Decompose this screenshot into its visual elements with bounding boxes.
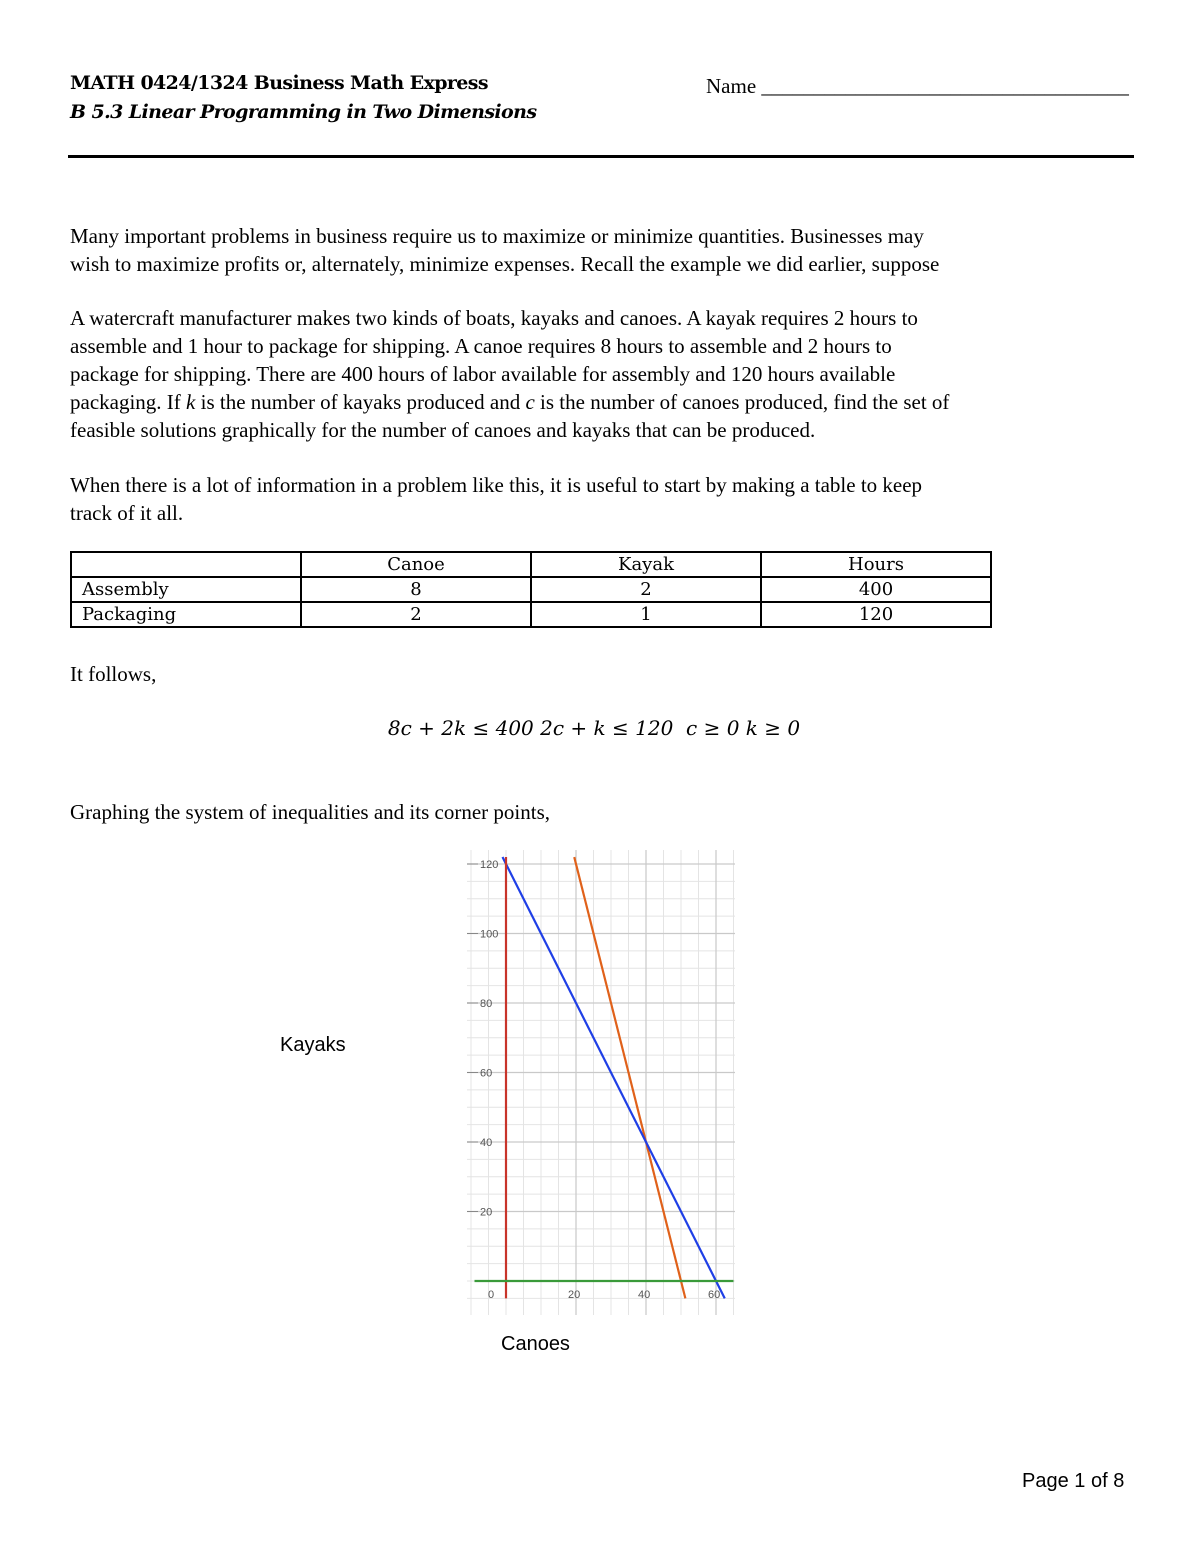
graph-intro-text: Graphing the system of inequalities and its corner points, <box>70 800 550 824</box>
table-header-cell: Canoe <box>301 552 531 577</box>
section-title: B 5.3 Linear Programming in Two Dimensions <box>70 101 537 123</box>
inequalities-equation: 8c + 2k ≤ 400 2c + k ≤ 120 c ≥ 0 k ≥ 0 <box>387 716 801 740</box>
x-axis-label: Canoes <box>501 1333 570 1355</box>
chart-grid <box>467 850 737 1315</box>
name-label: Name <box>706 74 757 98</box>
y-tick-label: 20 <box>480 1206 493 1219</box>
text-line: assemble and 1 hour to package for shipping. A canoe requires 8 hours to assemble and 2 hours to <box>70 334 892 358</box>
table-intro-paragraph <box>70 471 922 527</box>
table-cell: 2 <box>301 602 531 627</box>
text-line: track of it all. <box>70 501 184 525</box>
table-header-cell: Kayak <box>531 552 761 577</box>
x-tick-label: 20 <box>568 1289 581 1301</box>
x-tick-label: 0 <box>488 1289 495 1301</box>
text-line: A watercraft manufacturer makes two kinds of boats, kayaks and canoes. A kayak requires 2 hours to <box>70 306 918 330</box>
y-tick-label: 60 <box>480 1067 493 1080</box>
text-span: is the number of kayaks produced and <box>195 390 526 414</box>
constraints-table <box>70 551 992 628</box>
text-line <box>70 388 949 416</box>
table-cell: 400 <box>761 577 991 602</box>
page-number <box>1022 1470 1124 1493</box>
header-rule <box>68 155 1134 158</box>
table-cell: Assembly <box>71 577 301 602</box>
text-line: package for shipping. There are 400 hours of labor available for assembly and 120 hours available <box>70 362 896 386</box>
text-line: When there is a lot of information in a problem like this, it is useful to start by making a table to keep <box>70 473 923 497</box>
table-cell: Packaging <box>71 602 301 627</box>
name-blank[interactable]: ___________________________________ <box>761 74 1129 98</box>
y-tick-label: 40 <box>480 1137 493 1149</box>
text-line: feasible solutions graphically for the number of canoes and kayaks that can be produced. <box>70 418 816 442</box>
y-axis-label: Kayaks <box>280 1034 346 1056</box>
x-tick-label: 60 <box>708 1289 721 1301</box>
page-of-label: of <box>1090 1470 1108 1492</box>
table-cell: 2 <box>531 577 761 602</box>
text-line: wish to maximize profits or, alternately, minimize expenses. Recall the example we did earlier, suppose <box>70 252 940 276</box>
table-cell: 1 <box>531 602 761 627</box>
page-label: Page <box>1022 1470 1069 1492</box>
table-header-cell <box>71 552 301 577</box>
feasible-region-chart <box>462 850 737 1315</box>
table-row <box>71 602 991 627</box>
problem-paragraph <box>70 304 949 444</box>
x-tick-label: 40 <box>638 1289 651 1301</box>
intro-paragraph <box>70 222 939 278</box>
table-header-row <box>71 552 991 577</box>
y-tick-label: 100 <box>480 928 499 941</box>
y-tick-label: 120 <box>480 859 499 871</box>
table-cell: 120 <box>761 602 991 627</box>
variable-c: c <box>525 390 535 414</box>
follows-text: It follows, <box>70 662 157 686</box>
page-current: 1 <box>1074 1470 1086 1492</box>
course-title: MATH 0424/1324 Business Math Express <box>70 72 488 94</box>
table-cell: 8 <box>301 577 531 602</box>
variable-k: k <box>186 390 196 414</box>
text-span: is the number of canoes produced, find the set of <box>534 390 950 414</box>
chart-background <box>467 850 737 1315</box>
name-field[interactable] <box>706 74 1129 99</box>
y-tick-label: 80 <box>480 998 493 1010</box>
page-total: 8 <box>1113 1470 1125 1492</box>
text-line: Many important problems in business require us to maximize or minimize quantities. Businesses may <box>70 224 924 248</box>
table-header-cell: Hours <box>761 552 991 577</box>
table-row <box>71 577 991 602</box>
text-span: packaging. If <box>70 390 187 414</box>
